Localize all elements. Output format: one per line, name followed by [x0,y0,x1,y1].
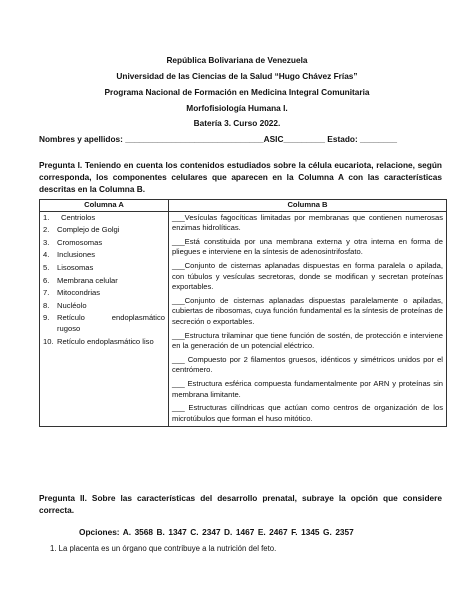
options-line: Opciones: A. 3568 B. 1347 C. 2347 D. 1467 E. 2467 F. 1345 G. 2357 [79,527,354,537]
list-item: 1. Centriolos [43,212,96,222]
list-item: 8. Nucléolo [43,300,87,310]
columna-a-list [40,211,169,427]
list-item: 7. Mitocondrias [43,288,101,298]
list-item: ___Conjunto de cisternas aplanadas dispuestas paralelamente o apiladas, cubiertas de ribosomas, cuya función fundamental es la síntesis de proteínas de secreción o exportables. [172,295,443,326]
header-subject: Morfofisiología Humana I. [186,103,288,113]
matching-table [39,199,447,427]
header-battery: Batería 3. Curso 2022. [193,118,281,128]
header-republic: República Bolivariana de Venezuela [166,55,308,65]
pregunta-1-text: Pregunta I. Teniendo en cuenta los contenidos estudiados sobre la célula eucariota, relacione, según corresponda, los componentes celulares que aparecen en la Columna A con las características descritas en la Columna B. [39,160,442,194]
list-item: 10. Retículo endoplasmático liso [43,336,154,346]
pregunta-2-item-1: 1. La placenta es un órgano que contribuye a la nutrición del feto. [50,544,277,553]
list-item: 2. Complejo de Golgi [43,225,120,235]
list-item: ___ Estructuras cilíndricas que actúan como centros de organización de los microtúbulos que forman el huso mitótico. [172,403,443,423]
list-item: 4. Inclusiones [43,250,95,260]
student-info-line: Nombres y apellidos: ______________________________ASIC_________ Estado: ________ [39,134,397,144]
list-item: ___Vesículas fagocíticas limitadas por membranas que contienen numerosas enzimas hidrolíticas. [172,212,443,233]
list-item: 6. Membrana celular [43,275,118,285]
list-item: ___ Compuesto por 2 filamentos gruesos, idénticos y simétricos unidos por el centrómero. [172,354,443,375]
columna-b-list [169,211,447,427]
list-item: ___ Estructura esférica compuesta fundamentalmente por ARN y proteínas sin membrana limitante. [172,378,443,399]
list-item: ___Está constituida por una membrana externa y otra interna en forma de pliegues e interviene en la síntesis de adenosintrifosfato. [172,236,443,257]
list-item: 3. Cromosomas [43,237,103,247]
pregunta-2-text: Pregunta II. Sobre las características del desarrollo prenatal, subraye la opción que considere correcta. [39,493,442,515]
header-university: Universidad de las Ciencias de la Salud “Hugo Chávez Frías” [116,71,358,81]
list-item: 5. Lisosomas [43,262,94,272]
header-program: Programa Nacional de Formación en Medicina Integral Comunitaria [104,87,370,97]
list-item: ___Conjunto de cisternas aplanadas dispuestas en forma paralela o apilada, con túbulos y vesículas secretoras, donde se modifican y secretan proteínas exportables. [172,260,443,292]
columna-a-header: Columna A [40,200,169,212]
list-item: ___Estructura trilaminar que tiene función de sostén, de protección e interviene en la generación de un potencial eléctrico. [172,330,443,351]
columna-b-header: Columna B [169,200,447,212]
list-item: 9. Retículo endoplasmático rugoso [43,313,165,333]
